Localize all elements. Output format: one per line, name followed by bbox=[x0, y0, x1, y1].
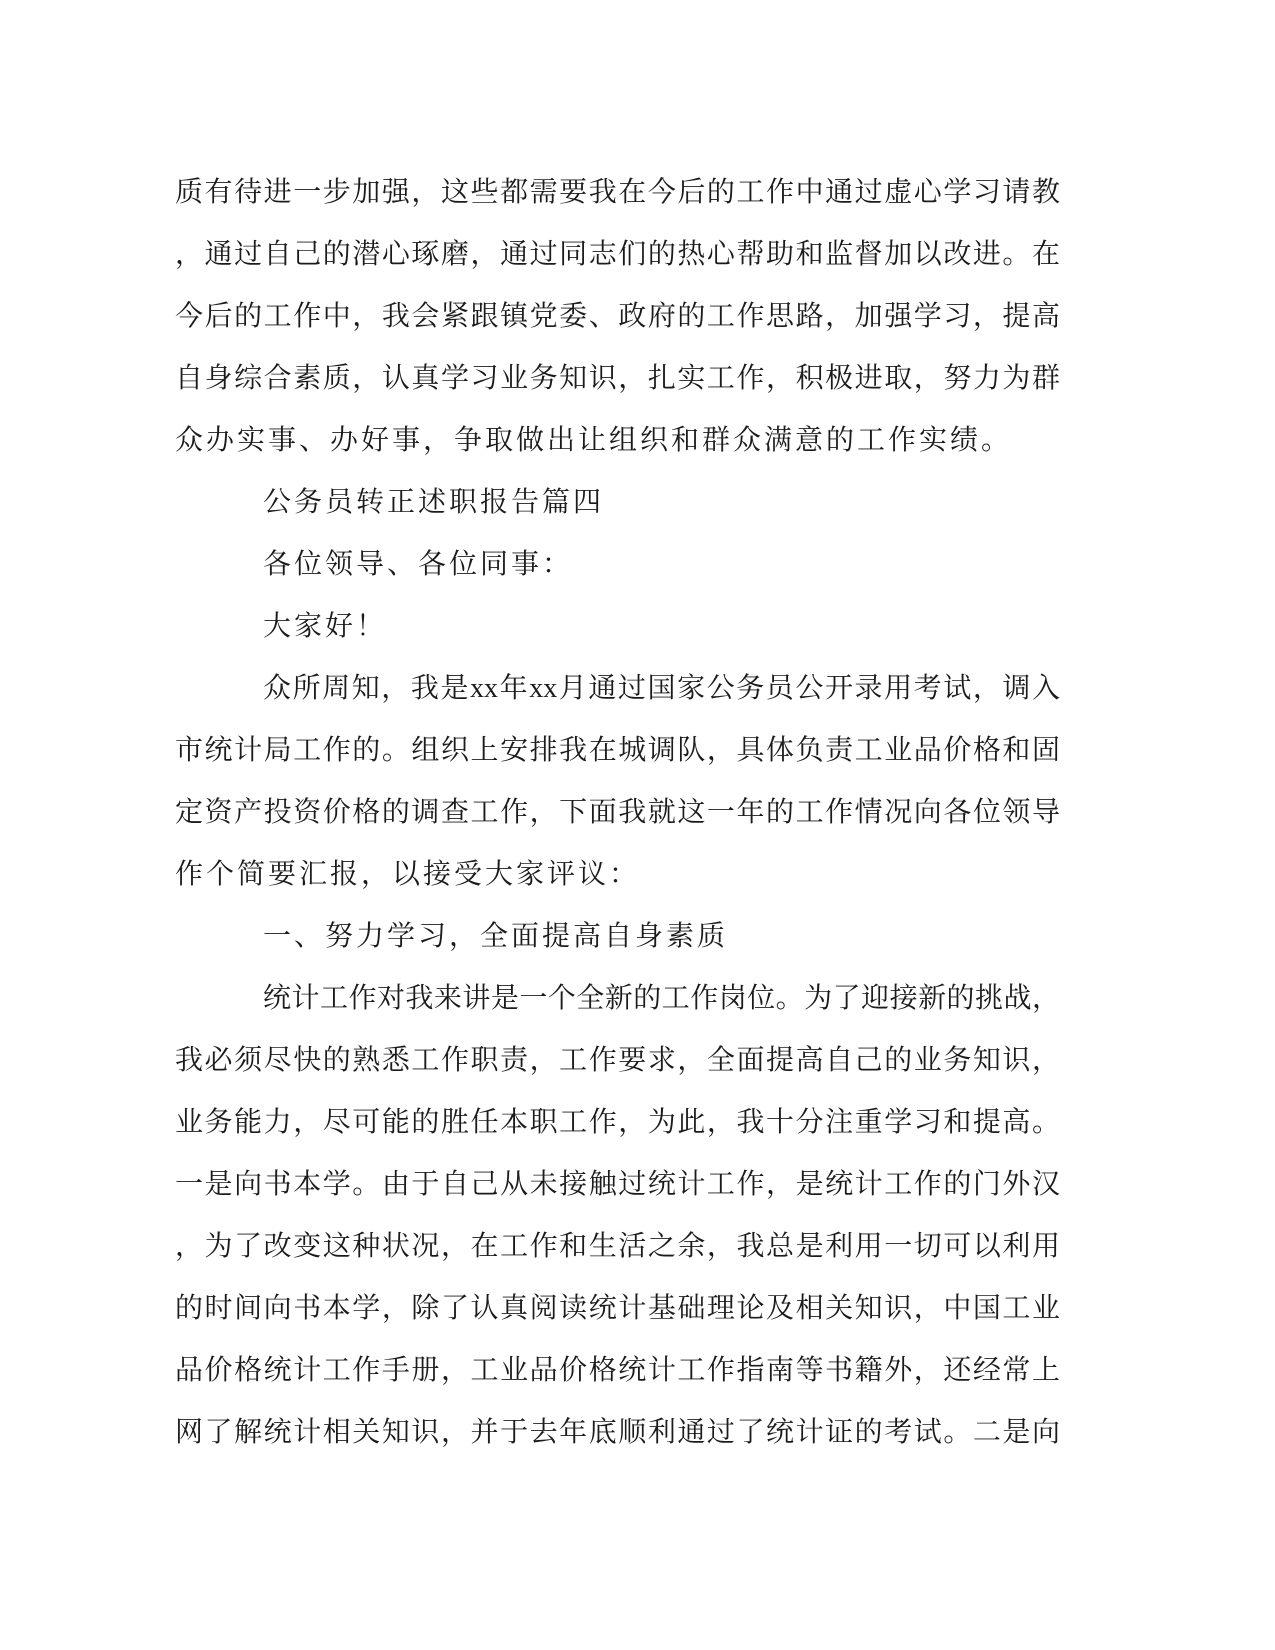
text-line: 我必须尽快的熟悉工作职责，工作要求，全面提高自己的业务知识， bbox=[175, 1045, 1060, 1076]
text-line: 统计工作对我来讲是一个全新的工作岗位。为了迎接新的挑战， bbox=[263, 983, 1060, 1014]
text-line: ，通过自己的潜心琢磨，通过同志们的热心帮助和监督加以改进。在 bbox=[175, 239, 1060, 270]
text-line: 自身综合素质，认真学习业务知识，扎实工作，积极进取，努力为群 bbox=[175, 363, 1060, 394]
text-line: 市统计局工作的。组织上安排我在城调队，具体负责工业品价格和固 bbox=[175, 735, 1060, 766]
heading-line: 一、努力学习，全面提高自身素质 bbox=[263, 921, 729, 952]
text-line: 定资产投资价格的调查工作，下面我就这一年的工作情况向各位领导 bbox=[175, 797, 1060, 828]
text-line: 的时间向书本学，除了认真阅读统计基础理论及相关知识，中国工业 bbox=[175, 1293, 1060, 1324]
text-line: 各位领导、各位同事： bbox=[263, 549, 574, 580]
greeting-paragraph bbox=[175, 596, 1060, 658]
text-line: 品价格统计工作手册，工业品价格统计工作指南等书籍外，还经常上 bbox=[175, 1355, 1060, 1386]
paragraph-continuation bbox=[175, 162, 1060, 472]
text-line: 众办实事、办好事，争取做出让组织和群众满意的工作实绩。 bbox=[175, 425, 1013, 456]
section-title-line: 公务员转正述职报告篇四 bbox=[263, 487, 605, 518]
text-line: 业务能力，尽可能的胜任本职工作，为此，我十分注重学习和提高。 bbox=[175, 1107, 1060, 1138]
salutation-paragraph bbox=[175, 534, 1060, 596]
body-paragraph bbox=[175, 968, 1060, 1464]
text-line: 网了解统计相关知识，并于去年底顺利通过了统计证的考试。二是向 bbox=[175, 1417, 1060, 1448]
text-line: ，为了改变这种状况，在工作和生活之余，我总是利用一切可以利用 bbox=[175, 1231, 1060, 1262]
section-title-paragraph bbox=[175, 472, 1060, 534]
body-paragraph bbox=[175, 658, 1060, 906]
document-text-block bbox=[175, 162, 1060, 1464]
text-line: 今后的工作中，我会紧跟镇党委、政府的工作思路，加强学习，提高 bbox=[175, 301, 1060, 332]
numbered-heading-paragraph bbox=[175, 906, 1060, 968]
text-line: 一是向书本学。由于自己从未接触过统计工作，是统计工作的门外汉 bbox=[175, 1169, 1060, 1200]
text-line: 作个简要汇报，以接受大家评议： bbox=[175, 859, 641, 890]
text-line: 众所周知，我是xx年xx月通过国家公务员公开录用考试，调入 bbox=[263, 673, 1060, 704]
text-line: 质有待进一步加强，这些都需要我在今后的工作中通过虚心学习请教 bbox=[175, 177, 1060, 208]
text-line: 大家好！ bbox=[263, 611, 388, 642]
